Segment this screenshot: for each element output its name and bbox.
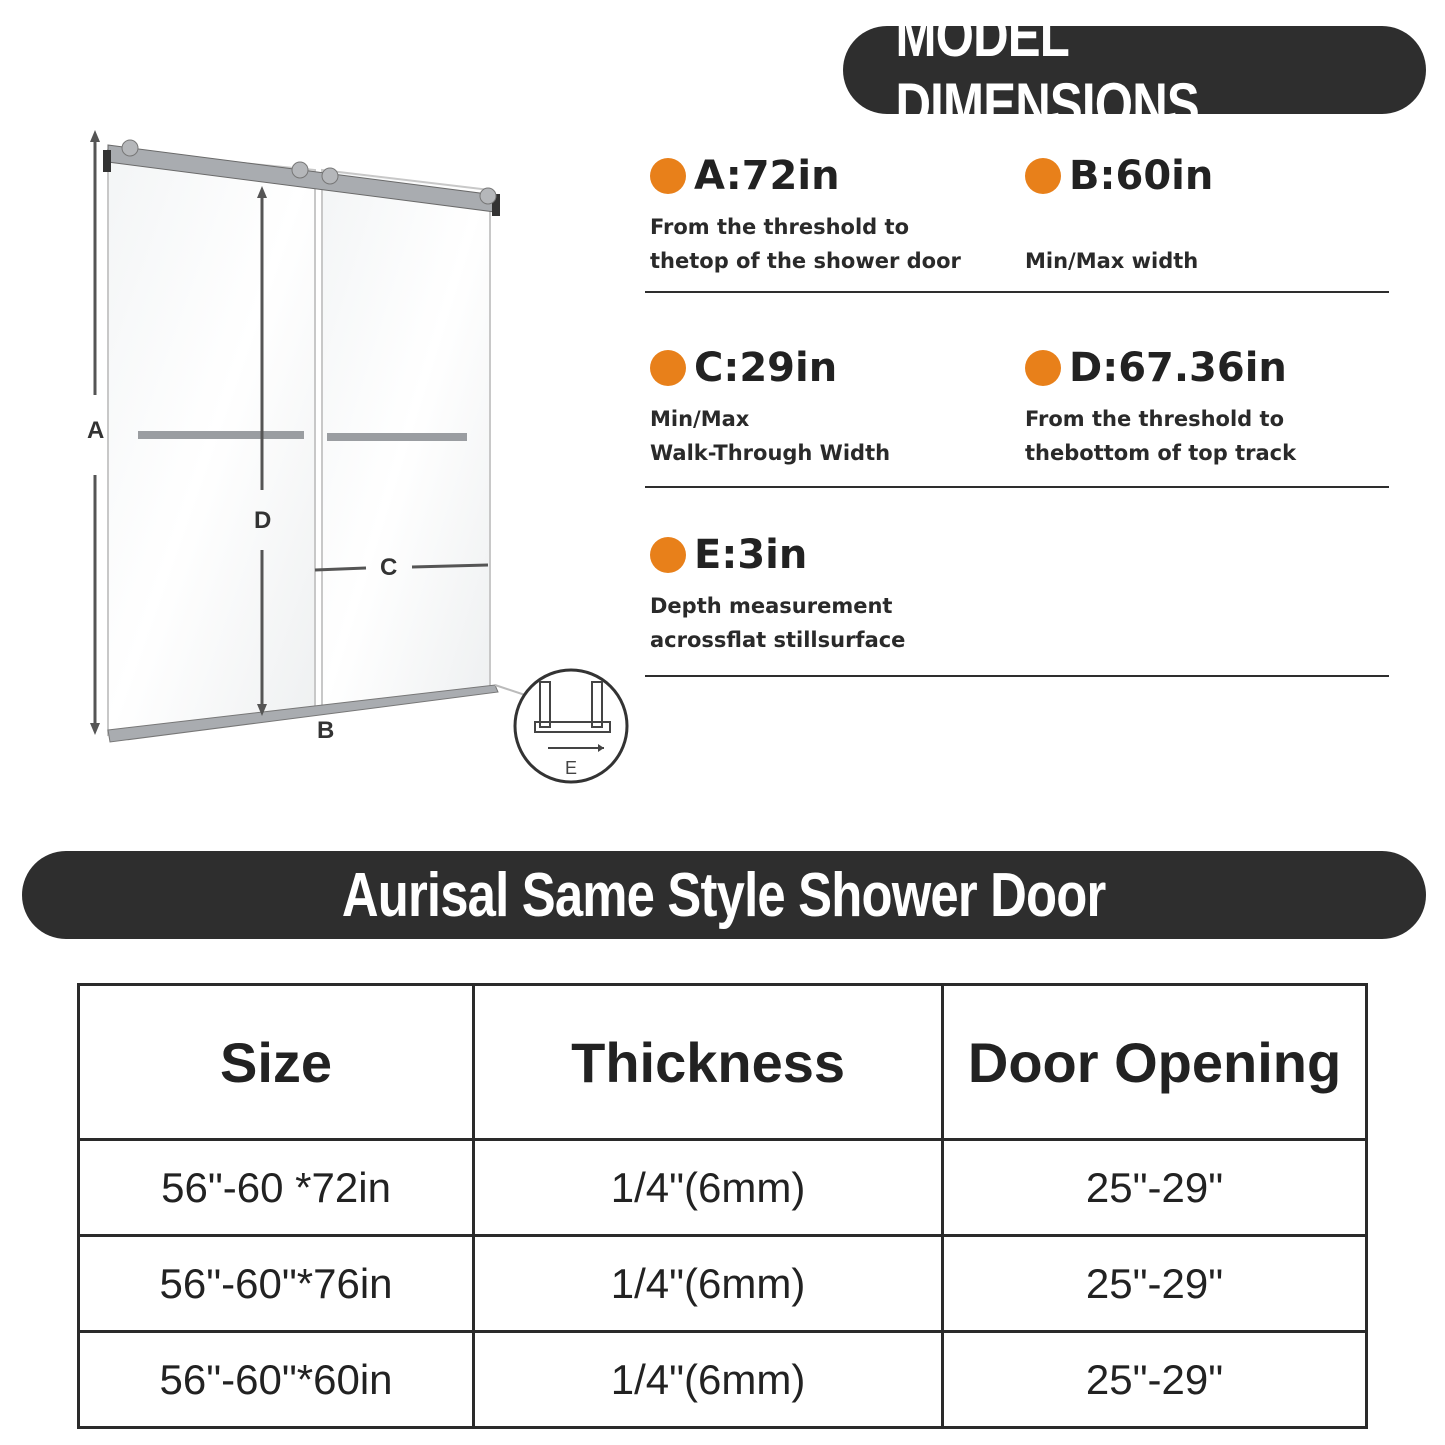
model-dimensions-title [843,2,1426,138]
spec-b-description: Min/Max width [1025,249,1199,273]
orange-dot-icon [1025,158,1061,194]
orange-dot-icon [650,158,686,194]
thickness-cell: 1/4"(6mm) [474,1140,943,1236]
model-dimensions-title-text: MODEL DIMENSIONS [895,2,1199,138]
same-style-banner [22,851,1426,939]
left-glass-panel [108,150,315,735]
thickness-header: Thickness [474,985,943,1140]
same-style-banner-text: Aurisal Same Style Shower Door [342,860,1106,930]
thickness-cell: 1/4"(6mm) [474,1332,943,1428]
spec-b-value: B:60in [1069,153,1214,199]
table-row [79,1332,1367,1428]
dimension-a-label: A [87,417,105,444]
spec-e-value: E:3in [694,532,808,578]
door-opening-cell: 25"-29" [943,1236,1367,1332]
spec-a-value: A:72in [694,153,840,199]
spec-c-description: Min/Max Walk-Through Width [650,407,891,465]
spec-d [1025,345,1297,470]
size-table [77,983,1368,1429]
divider [645,486,1389,488]
dimension-c-label: C [380,554,398,581]
spec-d-value: D:67.36in [1069,345,1287,391]
left-door-handle [138,431,304,439]
spec-c [650,345,891,470]
orange-dot-icon [650,537,686,573]
size-header: Size [79,985,474,1140]
spec-e [650,532,906,657]
table-header-row [79,985,1367,1140]
divider [645,675,1389,677]
size-cell: 56"-60"*76in [79,1236,474,1332]
door-opening-cell: 25"-29" [943,1140,1367,1236]
size-cell: 56"-60"*60in [79,1332,474,1428]
divider [645,291,1389,293]
dimension-e-label: E [565,758,578,778]
spec-c-value: C:29in [694,345,838,391]
spec-e-description: Depth measurement acrossflat stillsurface [650,594,906,652]
dimension-b-label: B [317,717,335,744]
dimension-d-label: D [254,507,272,534]
orange-dot-icon [1025,350,1061,386]
thickness-cell: 1/4"(6mm) [474,1236,943,1332]
right-door-handle [327,433,467,441]
spec-a [650,153,961,278]
track-detail-circle [495,670,627,782]
door-opening-header: Door Opening [943,985,1367,1140]
spec-d-description: From the threshold to thebottom of top track [1025,407,1297,465]
spec-b [1025,153,1214,278]
shower-door-diagram [70,120,640,800]
spec-a-description: From the threshold to thetop of the shower door [650,215,961,273]
door-opening-cell: 25"-29" [943,1332,1367,1428]
orange-dot-icon [650,350,686,386]
table-row [79,1140,1367,1236]
table-row [79,1236,1367,1332]
size-cell: 56"-60 *72in [79,1140,474,1236]
